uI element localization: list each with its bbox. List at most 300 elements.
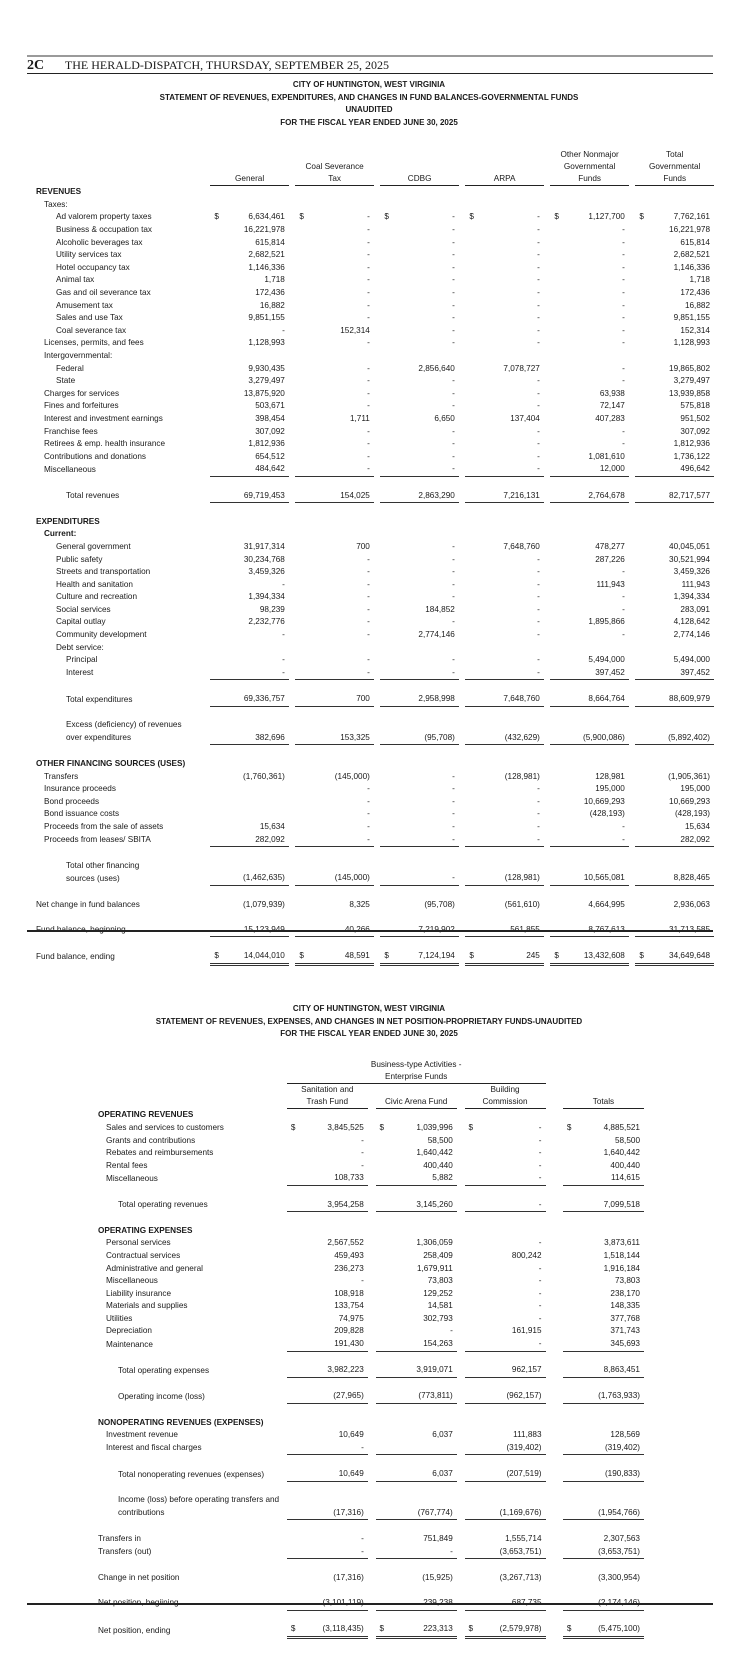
cell-value: - [537, 821, 540, 831]
group-header-row [98, 1058, 644, 1071]
cell-value [221, 783, 289, 796]
currency-symbol [563, 1225, 573, 1238]
col-spacer [279, 1610, 287, 1623]
col-spacer [457, 1225, 465, 1238]
col-spacer [457, 1338, 465, 1351]
column-header: Sanitation and [301, 1085, 354, 1095]
col-spacer [546, 1442, 563, 1455]
currency-symbol [287, 1546, 297, 1559]
row-label: Interest [66, 668, 94, 678]
currency-symbol [210, 834, 221, 847]
currency-symbol [287, 1610, 297, 1623]
cell-value: 13,939,858 [669, 388, 710, 398]
currency-symbol [550, 745, 561, 758]
column-header: Building [490, 1085, 520, 1095]
currency-symbol [635, 667, 646, 680]
currency-symbol [376, 1147, 386, 1160]
col-spacer [457, 1351, 465, 1364]
currency-symbol [210, 821, 221, 834]
currency-symbol [210, 629, 221, 642]
table-row [36, 604, 714, 617]
cell-value [297, 1584, 368, 1597]
row-label: OPERATING REVENUES [98, 1110, 194, 1120]
table-row [98, 1390, 644, 1403]
cell-value [646, 847, 714, 860]
currency-symbol [295, 541, 306, 554]
cell-value: 282,092 [221, 834, 289, 847]
col-spacer [368, 1494, 376, 1507]
cell-value: - [367, 338, 370, 348]
cell-value: - [622, 426, 625, 436]
cell-value [573, 1520, 644, 1533]
currency-symbol [295, 706, 306, 719]
cell-value [391, 745, 459, 758]
cell-value: 397,452 [646, 667, 714, 680]
row-label: Transfers in [98, 1533, 141, 1543]
currency-symbol [465, 350, 476, 363]
row-label [36, 847, 204, 860]
currency-symbol [465, 1377, 475, 1390]
cell-value: - [367, 809, 370, 819]
currency-symbol [635, 325, 646, 338]
table-row [36, 616, 714, 629]
currency-symbol [287, 1237, 297, 1250]
table-row [98, 1237, 644, 1250]
currency-symbol [376, 1364, 386, 1377]
header-blank [546, 1071, 644, 1084]
currency-symbol [380, 872, 391, 885]
cell-value [385, 1559, 456, 1572]
currency-symbol [287, 1533, 297, 1546]
currency-symbol [295, 426, 306, 439]
cell-value [561, 758, 629, 771]
currency-symbol [635, 224, 646, 237]
cell-value: (432,629) [476, 732, 544, 745]
row-label: Change in net position [98, 1572, 180, 1582]
currency-symbol [287, 1212, 297, 1225]
cell-value: - [538, 1288, 542, 1298]
currency-symbol [210, 642, 221, 655]
cell-value: 7,762,161 [673, 212, 710, 222]
col-spacer [457, 1135, 465, 1148]
currency-symbol [550, 413, 561, 426]
currency-symbol [210, 911, 221, 924]
col-spacer [368, 1429, 376, 1442]
col-spacer [368, 1288, 376, 1301]
cell-value [221, 808, 289, 821]
cell-value [573, 1494, 644, 1507]
cell-value: - [367, 237, 370, 247]
cell-value [221, 937, 289, 950]
currency-symbol [635, 476, 646, 489]
currency-symbol [380, 400, 391, 413]
currency-symbol [380, 300, 391, 313]
cell-value: (319,402) [474, 1442, 545, 1455]
col-spacer [457, 1623, 465, 1637]
currency-symbol [550, 438, 561, 451]
cell-value: - [367, 655, 370, 665]
currency-symbol [287, 1481, 297, 1494]
col-spacer [457, 1083, 465, 1096]
cell-value: - [367, 821, 370, 831]
cell-value: - [476, 463, 544, 476]
currency-symbol [635, 796, 646, 809]
cell-value [646, 516, 714, 529]
row-label [98, 1584, 279, 1597]
currency-symbol [550, 911, 561, 924]
currency-symbol [563, 1364, 573, 1377]
col-spacer [279, 1533, 287, 1546]
col-spacer [368, 1533, 376, 1546]
table-row [98, 1288, 644, 1301]
row-label: Utilities [106, 1313, 133, 1323]
currency-symbol [210, 337, 221, 350]
cell-value [221, 528, 289, 541]
currency-symbol [550, 758, 561, 771]
col-spacer [546, 1364, 563, 1377]
currency-symbol [550, 541, 561, 554]
cell-value: 10,669,293 [583, 796, 625, 806]
currency-symbol [380, 224, 391, 237]
cell-value [561, 745, 629, 758]
cell-value: 1,679,911 [416, 1263, 453, 1273]
header-blank [98, 1058, 279, 1071]
currency-symbol [380, 476, 391, 489]
table-row [36, 426, 714, 439]
cell-value: - [297, 1546, 368, 1559]
cell-value [573, 1610, 644, 1623]
currency-symbol [295, 375, 306, 388]
currency-symbol [635, 629, 646, 642]
col-spacer [457, 1288, 465, 1301]
currency-symbol [465, 400, 476, 413]
cell-value: - [474, 1172, 545, 1185]
currency-symbol [380, 847, 391, 860]
cell-value: 238,170 [610, 1288, 640, 1298]
cell-value [476, 758, 544, 771]
currency-symbol [465, 899, 476, 912]
currency-symbol [635, 680, 646, 693]
currency-symbol [295, 771, 306, 784]
cell-value [561, 706, 629, 719]
col-spacer [368, 1377, 376, 1390]
currency-symbol [465, 732, 476, 745]
currency-symbol [635, 693, 646, 706]
cell-value: 2,936,063 [673, 899, 710, 909]
cell-value [385, 1481, 456, 1494]
cell-value: - [367, 300, 370, 310]
cell-value: - [452, 388, 455, 398]
col-spacer [368, 1338, 376, 1351]
column-header [465, 148, 543, 161]
cell-value [221, 719, 289, 732]
cell-value: 245 [476, 950, 544, 964]
currency-symbol [380, 719, 391, 732]
cell-value: 1,736,122 [673, 451, 710, 461]
currency-symbol [465, 1325, 475, 1338]
cell-value [573, 1377, 644, 1390]
col-spacer [546, 1559, 563, 1572]
cell-value: 161,915 [511, 1326, 542, 1336]
currency-symbol [380, 732, 391, 745]
table-row [98, 1338, 644, 1351]
spacer-row [98, 1212, 644, 1225]
cell-value: 172,436 [255, 288, 285, 298]
cell-value: - [537, 451, 540, 461]
cell-value: - [282, 630, 285, 640]
cell-value: - [452, 275, 455, 285]
currency-symbol [563, 1429, 573, 1442]
row-label: Excess (deficiency) of revenues [66, 720, 182, 730]
currency-symbol [380, 566, 391, 579]
cell-value: 6,650 [434, 413, 455, 423]
table-row [36, 274, 714, 287]
cell-value: - [537, 388, 540, 398]
cell-value: 496,642 [646, 463, 714, 476]
cell-value [646, 199, 714, 212]
cell-value: - [537, 313, 540, 323]
cell-value [646, 642, 714, 655]
currency-symbol [210, 937, 221, 950]
currency-symbol [210, 516, 221, 529]
currency-symbol [380, 783, 391, 796]
cell-value [385, 1494, 456, 1507]
currency-symbol [380, 375, 391, 388]
cell-value: 1,718 [689, 275, 710, 285]
currency-symbol [295, 937, 306, 950]
table-row [36, 541, 714, 554]
cell-value [561, 642, 629, 655]
cell-value: - [452, 567, 455, 577]
currency-symbol [380, 758, 391, 771]
col-spacer [368, 1481, 376, 1494]
currency-symbol [380, 745, 391, 758]
bottom-rule [27, 1603, 713, 1605]
cell-value [391, 885, 459, 898]
cell-value [476, 476, 544, 489]
currency-symbol [465, 758, 476, 771]
currency-symbol [465, 579, 476, 592]
row-label: Operating income (loss) [118, 1391, 205, 1401]
currency-symbol [563, 1237, 573, 1250]
header-row [98, 1096, 644, 1109]
currency-symbol [295, 693, 306, 706]
currency-symbol [635, 262, 646, 275]
cell-value: - [537, 579, 540, 589]
row-label: Personal services [106, 1238, 171, 1248]
currency-symbol [563, 1481, 573, 1494]
col-spacer [546, 1185, 563, 1198]
currency-symbol [295, 732, 306, 745]
cell-value [474, 1520, 545, 1533]
cell-value [573, 1404, 644, 1417]
currency-symbol [287, 1275, 297, 1288]
col-spacer [546, 1288, 563, 1301]
currency-symbol [465, 413, 476, 426]
cell-value: - [537, 212, 540, 222]
cell-value: (207,519) [474, 1468, 545, 1481]
currency-symbol [465, 375, 476, 388]
cell-value: 7,648,760 [503, 541, 540, 551]
currency-symbol [465, 1404, 475, 1417]
cell-value: - [367, 451, 370, 461]
cell-value: 10,649 [338, 1430, 364, 1440]
table-row [36, 337, 714, 350]
table-row [36, 693, 714, 706]
currency-symbol [550, 937, 561, 950]
cell-value [306, 758, 374, 771]
cell-value: - [538, 1122, 542, 1132]
col-spacer [368, 1559, 376, 1572]
table-row [36, 516, 714, 529]
cell-value [221, 199, 289, 212]
header-blank [36, 173, 204, 186]
table-row [98, 1623, 644, 1637]
col-spacer [457, 1377, 465, 1390]
cell-value [391, 350, 459, 363]
cell-value [391, 642, 459, 655]
cell-value [385, 1377, 456, 1390]
currency-symbol: $ [295, 950, 306, 964]
col-spacer [368, 1147, 376, 1160]
cell-value: (95,708) [391, 732, 459, 745]
currency-symbol [550, 312, 561, 325]
currency-symbol [550, 783, 561, 796]
cell-value: 2,567,552 [327, 1238, 364, 1248]
cell-value: - [452, 401, 455, 411]
cell-value: - [622, 250, 625, 260]
currency-symbol [635, 337, 646, 350]
cell-value: 236,273 [334, 1263, 364, 1273]
currency-symbol [465, 312, 476, 325]
cell-value: - [452, 325, 455, 335]
col-spacer [279, 1250, 287, 1263]
table-row [36, 950, 714, 964]
currency-symbol [380, 629, 391, 642]
col-spacer [457, 1364, 465, 1377]
col-spacer [546, 1417, 563, 1430]
currency-symbol: $ [635, 950, 646, 964]
cell-value: 8,828,465 [646, 872, 714, 885]
cell-value [391, 911, 459, 924]
currency-symbol [635, 438, 646, 451]
proprietary-funds-table [98, 1058, 644, 1639]
currency-symbol [295, 503, 306, 516]
cell-value: 16,882 [259, 300, 285, 310]
cell-value: - [452, 579, 455, 589]
col-spacer [368, 1263, 376, 1276]
cell-value: 1,128,993 [248, 338, 285, 348]
table-row [36, 490, 714, 503]
currency-symbol [295, 667, 306, 680]
column-header: Total [666, 149, 684, 159]
cell-value: 153,325 [306, 732, 374, 745]
row-label [98, 1185, 279, 1198]
currency-symbol [635, 604, 646, 617]
cell-value [646, 719, 714, 732]
col-spacer [546, 1313, 563, 1326]
currency-symbol [295, 872, 306, 885]
currency-symbol [380, 821, 391, 834]
col-spacer [368, 1468, 376, 1481]
currency-symbol [287, 1572, 297, 1585]
currency-symbol [376, 1325, 386, 1338]
currency-symbol [287, 1520, 297, 1533]
cell-value: 459,493 [334, 1250, 364, 1260]
cell-value: 14,581 [427, 1301, 453, 1311]
currency-symbol [635, 642, 646, 655]
currency-symbol [210, 438, 221, 451]
cell-value: - [537, 592, 540, 602]
currency-symbol [287, 1263, 297, 1276]
row-label [98, 1455, 279, 1468]
cell-value: - [452, 426, 455, 436]
currency-symbol [295, 388, 306, 401]
currency-symbol [380, 237, 391, 250]
row-label: Grants and contributions [106, 1135, 196, 1145]
spacer-row [98, 1404, 644, 1417]
cell-value: - [391, 463, 459, 476]
currency-symbol [465, 337, 476, 350]
currency-symbol [380, 438, 391, 451]
cell-value [573, 1225, 644, 1238]
cell-value [221, 186, 289, 199]
currency-symbol [295, 300, 306, 313]
cell-value: 2,774,146 [673, 630, 710, 640]
currency-symbol [376, 1533, 386, 1546]
cell-value [306, 186, 374, 199]
currency-symbol [287, 1584, 297, 1597]
table-row [36, 808, 714, 821]
row-label: Total operating revenues [118, 1200, 208, 1210]
currency-symbol [295, 274, 306, 287]
currency-symbol [563, 1404, 573, 1417]
col-spacer [279, 1404, 287, 1417]
cell-value [476, 860, 544, 873]
cell-value: - [367, 225, 370, 235]
currency-symbol [550, 872, 561, 885]
currency-symbol [563, 1377, 573, 1390]
currency-symbol [380, 796, 391, 809]
cell-value: - [622, 338, 625, 348]
row-label: Hotel occupancy tax [56, 262, 130, 272]
col-spacer [279, 1096, 287, 1109]
row-label: Total expenditures [66, 694, 133, 704]
currency-symbol [550, 287, 561, 300]
currency-symbol [287, 1325, 297, 1338]
row-label: Amusement tax [56, 300, 113, 310]
currency-symbol [295, 262, 306, 275]
col-spacer [368, 1507, 376, 1520]
currency-symbol [295, 719, 306, 732]
col-spacer [368, 1455, 376, 1468]
currency-symbol [563, 1520, 573, 1533]
cell-value [297, 1225, 368, 1238]
spacer-row [98, 1377, 644, 1390]
col-spacer [457, 1275, 465, 1288]
cell-value: 2,856,640 [418, 363, 455, 373]
cell-value: - [537, 275, 540, 285]
col-spacer [368, 1300, 376, 1313]
currency-symbol [635, 732, 646, 745]
table-row [36, 579, 714, 592]
currency-symbol [465, 1533, 475, 1546]
currency-symbol [465, 911, 476, 924]
currency-symbol [635, 911, 646, 924]
currency-symbol [376, 1468, 386, 1481]
currency-symbol [550, 579, 561, 592]
cell-value: 258,409 [423, 1250, 453, 1260]
